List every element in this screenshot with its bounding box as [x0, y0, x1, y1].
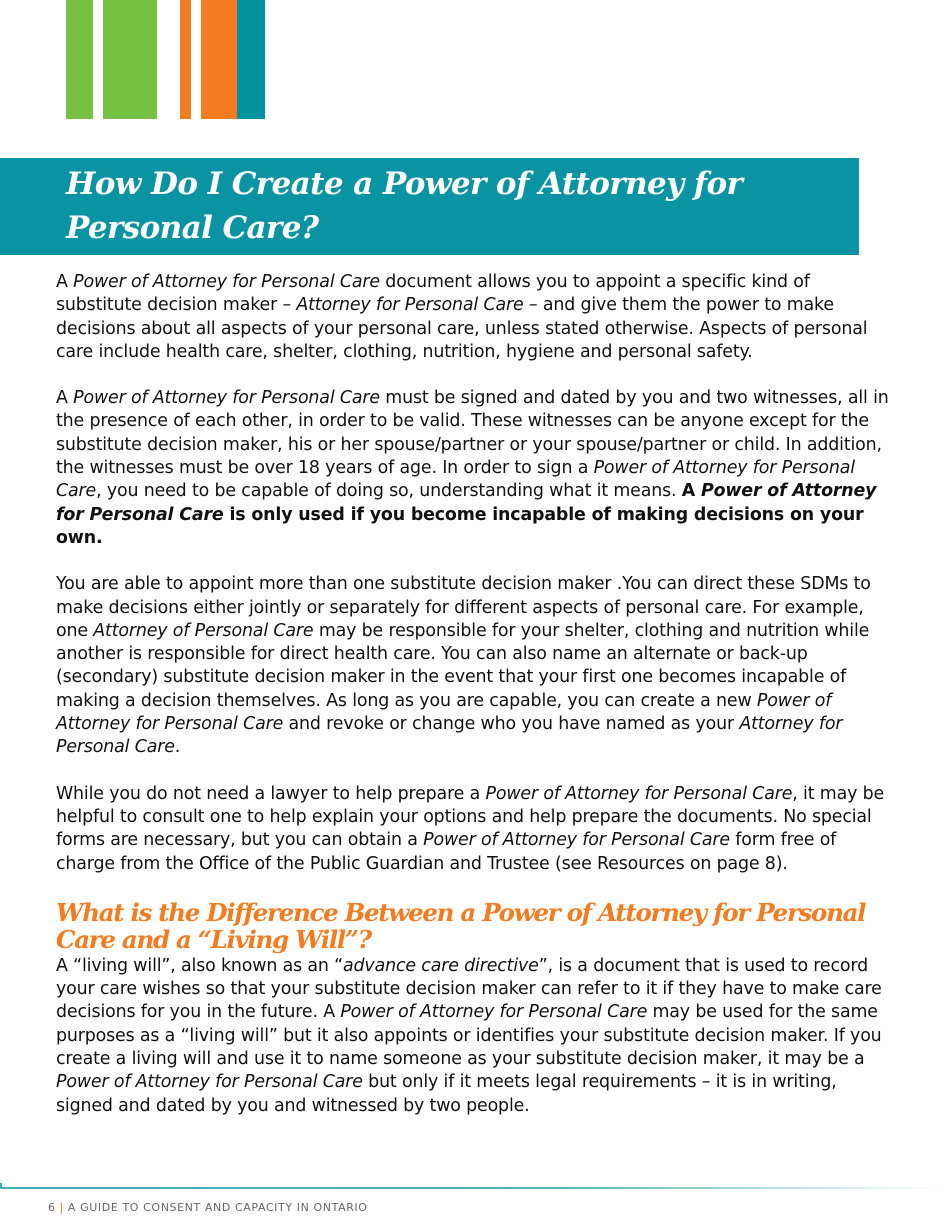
- green-bar: [66, 0, 93, 119]
- orange-bar: [180, 0, 191, 119]
- title-banner: [0, 158, 859, 255]
- section-heading-living-will: What is the Difference Between a Power of Attorney for Personal Care and a “Living Will”?: [56, 897, 866, 954]
- paragraph-definition: A Power of Attorney for Personal Care document allows you to appoint a specific kind of substitute decision maker – Attorney for Personal Care – and give them the power to make decisions about all aspects of your personal care, unless stated otherwise. Aspects of personal care include health care, shelter, clothing, nutrition, hygiene and personal safety.: [56, 272, 868, 362]
- page-title: How Do I Create a Power of Attorney for Personal Care?: [66, 166, 743, 246]
- page-footer: [48, 1201, 368, 1214]
- decorative-color-bars: [0, 0, 300, 120]
- footer-divider: [0, 1180, 950, 1190]
- document-body: [56, 271, 896, 1141]
- paragraph-lawyer-forms: While you do not need a lawyer to help prepare a Power of Attorney for Personal Care, it may be helpful to consult one to help explain your options and help prepare the documents. No special forms are necessary, but you can obtain a Power of Attorney for Personal Care form free of charge from the Office of the Public Guardian and Trustee (see Resources on page 8).: [56, 783, 885, 874]
- orange-bar: [201, 0, 237, 119]
- page-number: 6: [48, 1201, 56, 1214]
- green-bar: [103, 0, 157, 119]
- emphasis-statement: A Power of Attorney for Personal Care is only used if you become incapable of making decisions on your own.: [56, 481, 877, 548]
- paragraph-signing-requirements: A Power of Attorney for Personal Care must be signed and dated by you and two witnesses, all in the presence of each other, in order to be valid. These witnesses can be anyone except for the substitute decision maker, his or her spouse/partner or your spouse/partner or child. In addition, the witnesses must be over 18 years of age. In order to sign a Power of Attorney for Personal Care, you need to be capable of doing so, understanding what it means. A Power of Attorney for Personal Care is only used if you become incapable of making decisions on your own.: [56, 388, 889, 548]
- paragraph-living-will: A “living will”, also known as an “advance care directive”, is a document that is used to record your care wishes so that your substitute decision maker can refer to it if they have to make care decisions for you in the future. A Power of Attorney for Personal Care may be used for the same purposes as a “living will” but it also appoints or identifies your substitute decision maker. If you create a living will and use it to name someone as your substitute decision maker, it may be a Power of Attorney for Personal Care but only if it meets legal requirements – it is in writing, signed and dated by you and witnessed by two people.: [56, 955, 882, 1116]
- teal-bar: [237, 0, 265, 119]
- guide-title: A GUIDE TO CONSENT AND CAPACITY IN ONTARIO: [67, 1201, 368, 1214]
- footer-separator: |: [59, 1201, 64, 1214]
- paragraph-multiple-sdms: You are able to appoint more than one substitute decision maker .You can direct these SDMs to make decisions either jointly or separately for different aspects of personal care. For example, one Attorney of Personal Care may be responsible for your shelter, clothing and nutrition while another is responsible for direct health care. You can also name an alternate or back-up (secondary) substitute decision maker in the event that your first one becomes incapable of making a decision themselves. As long as you are capable, you can create a new Power of Attorney for Personal Care and revoke or change who you have named as your Attorney for Personal Care.: [56, 574, 871, 758]
